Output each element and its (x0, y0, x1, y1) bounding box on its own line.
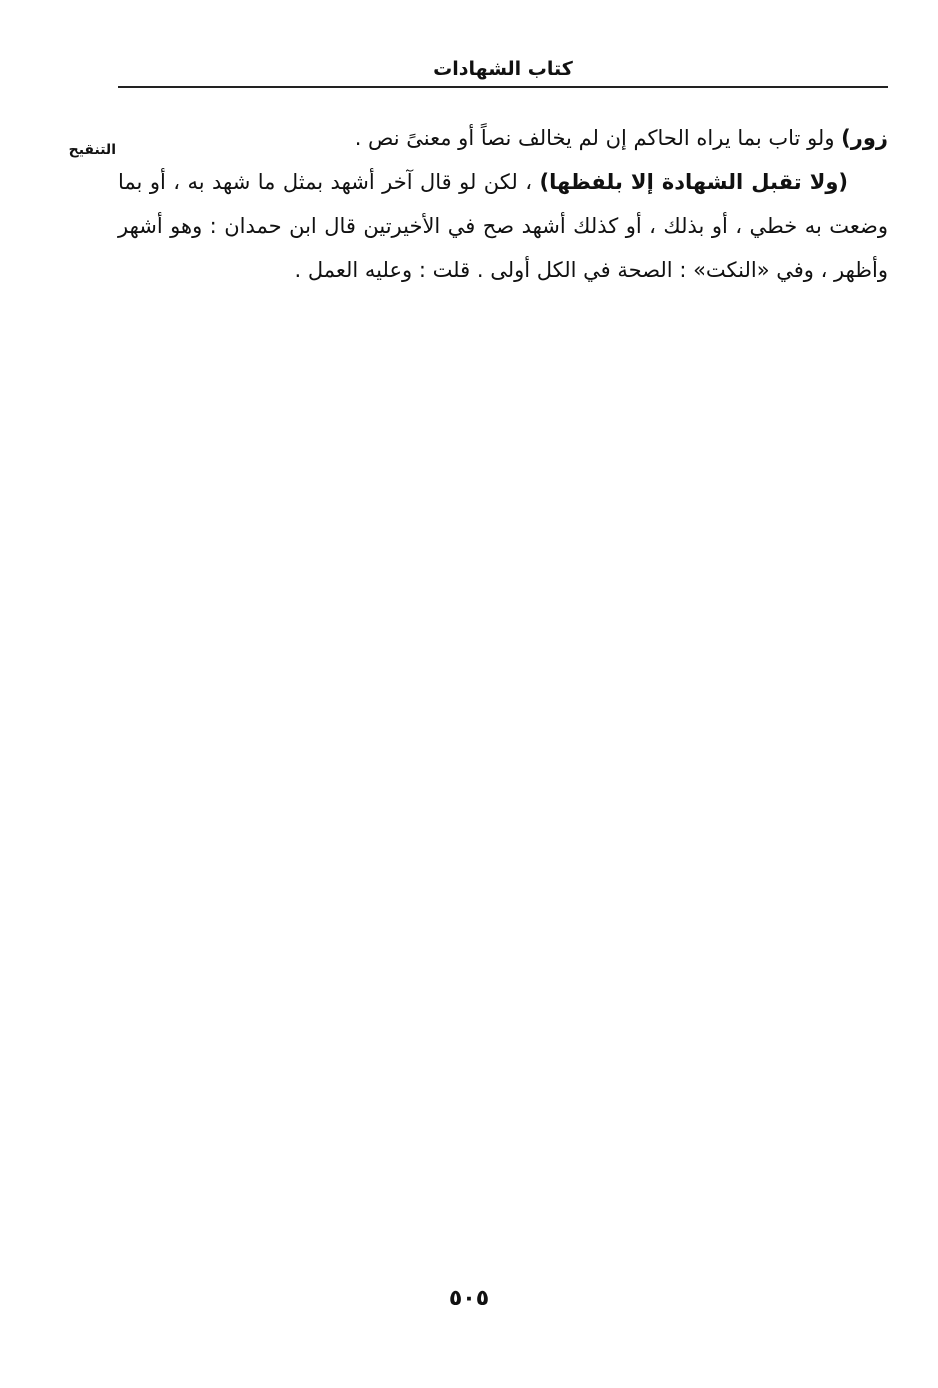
paragraph-2-lead: (ولا تقبل الشهادة إلا بلفظها) (539, 170, 848, 194)
paragraph-1-text: ولو تاب بما يراه الحاكم إن لم يخالف نصاً أو معنىً نص . (354, 126, 842, 150)
body-text (118, 116, 888, 292)
paragraph-1 (118, 116, 888, 160)
margin-note: التنقيح (68, 142, 116, 158)
header-rule (118, 86, 888, 88)
page-number: ٥٠٥ (448, 1286, 490, 1311)
paragraph-2-text: ، لكن لو قال آخر أشهد بمثل ما شهد به ، أو بما وضعت به خطي ، أو بذلك ، أو كذلك أشهد صح في الأخيرتين قال ابن حمدان : وهو أشهر وأظهر ، وفي «النكت» : الصحة في الكل أولى . قلت : وعليه العمل . (118, 170, 888, 282)
paragraph-2 (118, 160, 888, 292)
running-header: كتاب الشهادات (433, 58, 573, 80)
paragraph-1-lead: زور) (841, 126, 888, 150)
